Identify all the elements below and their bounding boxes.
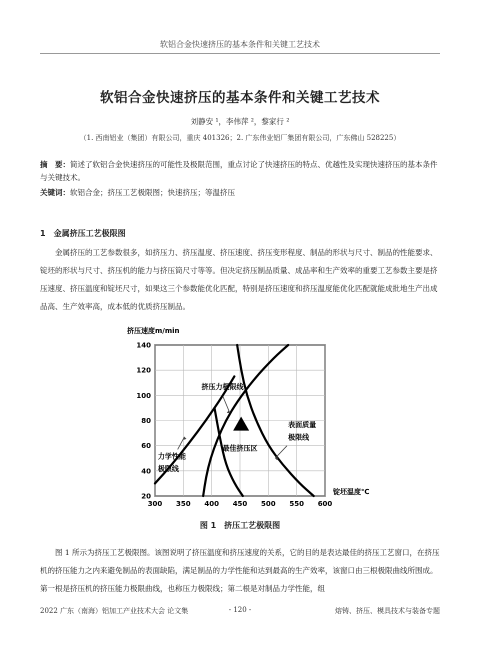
y-tick-label: 120: [136, 366, 151, 375]
header-divider: [40, 53, 440, 54]
y-tick-label: 20: [141, 492, 151, 501]
mech-limit-label-1: 力学性能: [157, 452, 186, 461]
surface-limit-label-1: 表面质量: [288, 420, 317, 429]
x-axis-label: 锭坯温度℃: [333, 488, 370, 496]
x-tick-label: 400: [204, 500, 219, 508]
y-axis-label: 挤压速度m/min: [127, 327, 180, 335]
body-paragraph-1: 金属挤压的工艺参数很多，如挤压力、挤压温度、挤压速度、挤压变形程度、制品的形状与尺寸、制品的性能要求、锭坯的形状与尺寸、挤压机的能力与挤压筒尺寸等等。但决定挤压制品质量、成品率和生产效率的重要工艺参数主要是挤压速度、挤压温度和锭坯尺寸，如果这三个参数能优化匹配，特别是挤压速度和挤压温度能优化匹配就能成批地生产出成品高、生产效率高，成本低的优质挤压制品。: [40, 248, 438, 311]
abstract: [40, 158, 440, 184]
x-tick-label: 500: [261, 500, 276, 508]
figure-caption: 图 1 挤压工艺极限图: [199, 521, 281, 530]
section-heading: 1 金属挤压工艺极限图: [40, 229, 126, 238]
extrusion-limit-chart: [110, 320, 390, 520]
y-tick-label: 80: [141, 417, 151, 425]
footer-topic: 熔铸、挤压、模具技术与装备专题: [335, 607, 440, 615]
mech-limit-label-2: 极限线: [157, 464, 179, 473]
keywords-text: 软铝合金；挤压工艺极限图；快速挤压；等温挤压: [70, 188, 235, 197]
paper-affiliations: （1. 西南铝业（集团）有限公司，重庆 401326；2. 广东伟业铝厂集团有限公司，广东佛山 528225）: [79, 134, 401, 142]
keywords: [40, 187, 440, 198]
y-tick-label: 140: [136, 341, 151, 350]
running-header: 软铝合金快速挤压的基本条件和关键工艺技术: [160, 40, 320, 49]
footer-conference: 2022 广东（南海）铝加工产业技术大会 论文集: [40, 607, 189, 615]
abstract-label: 摘 要：: [40, 160, 70, 169]
best-zone-label: 最佳挤压区: [222, 444, 258, 453]
y-tick-label: 60: [141, 442, 151, 451]
y-tick-label: 40: [141, 467, 151, 476]
abstract-text: 简述了软铝合金快速挤压的可能性及极限范围，重点讨论了快速挤压的特点、优越性及实现快速挤压的基本条件与关键技术。: [40, 160, 438, 182]
footer-page-number: - 120 -: [228, 606, 252, 614]
keywords-label: 关键词：: [40, 188, 70, 197]
y-tick-label: 100: [136, 391, 151, 400]
x-tick-label: 550: [289, 500, 304, 508]
x-tick-label: 600: [317, 500, 333, 508]
body-paragraph-2: 图 1 所示为挤压工艺极限图。该图说明了挤压温度和挤压速度的关系，它的目的是表达最佳的挤压工艺窗口，在挤压机的挤压能力之内来避免制品的表面缺陷，满足制品的力学性能和达到最高的生产效率，该窗口由三根极限曲线所围成。第一根是挤压机的挤压能力极限曲线，也称压力极限线；第二根是对制品力学性能，组: [40, 548, 440, 593]
x-tick-label: 300: [147, 500, 163, 508]
x-tick-label: 350: [176, 500, 191, 508]
surface-limit-label-2: 极限线: [288, 433, 310, 442]
x-tick-label: 450: [232, 500, 248, 508]
paper-title: 软铝合金快速挤压的基本条件和关键工艺技术: [100, 90, 380, 106]
paper-authors: 刘静安 ¹，李伟萍 ²，黎家行 ²: [190, 117, 290, 126]
pressure-limit-label: 挤压力极限线: [201, 383, 244, 392]
